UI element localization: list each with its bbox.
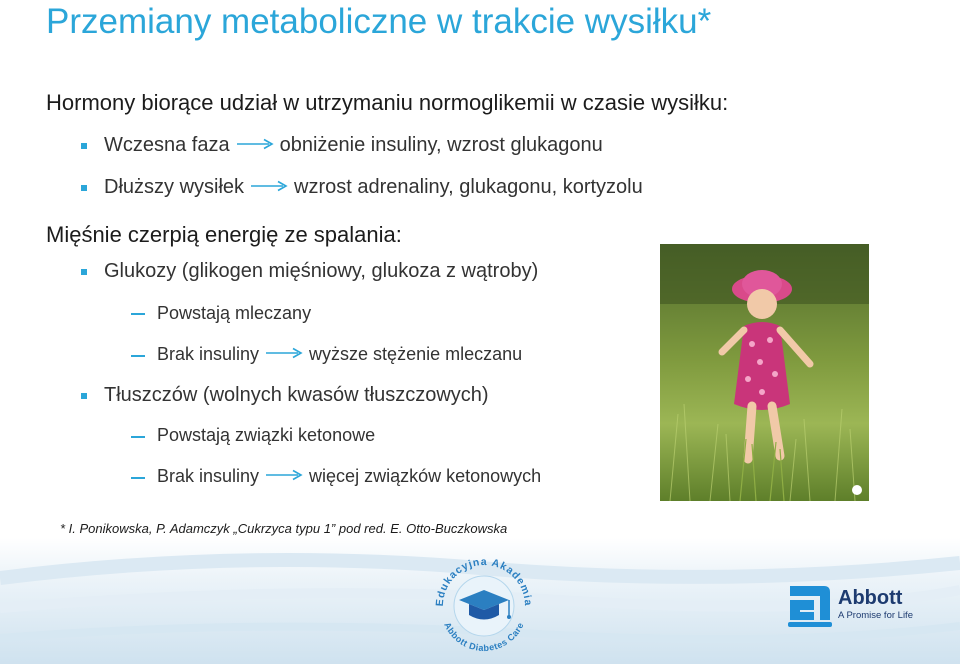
section1-heading: Hormony biorące udział w utrzymaniu normoglikemii w czasie wysiłku: xyxy=(46,90,729,115)
arrow-right-icon xyxy=(250,180,288,192)
early-phase-effect: obniżenie insuliny, wzrost glukagonu xyxy=(279,134,603,156)
dash-bullet-icon xyxy=(131,436,145,438)
no-insulin-label: Brak insuliny xyxy=(157,466,260,486)
child-running-photo xyxy=(660,244,869,501)
seal-bottom-text: Abbott Diabetes Care xyxy=(442,620,526,654)
seal-top-text: Edukacyjna Akademia xyxy=(433,555,535,607)
sub-ketones: Powstają związki ketonowe xyxy=(157,425,376,445)
bullet-fats: Tłuszczów (wolnych kwasów tłuszczowych) xyxy=(104,384,489,406)
bullet-early-phase xyxy=(104,134,603,157)
no-insulin-label: Brak insuliny xyxy=(157,344,260,364)
arrow-right-icon xyxy=(236,138,274,150)
early-phase-label: Wczesna faza xyxy=(104,134,230,156)
bullet-square-icon xyxy=(81,269,87,275)
long-exercise-label: Dłuższy wysiłek xyxy=(104,176,245,198)
dash-bullet-icon xyxy=(131,477,145,479)
sub-no-insulin-ketones xyxy=(157,466,541,487)
abbott-brand-name: Abbott xyxy=(838,587,903,609)
bullet-square-icon xyxy=(81,185,87,191)
abbott-tagline: A Promise for Life xyxy=(838,610,913,621)
sub-lactate: Powstają mleczany xyxy=(157,303,312,323)
abbott-mark-icon xyxy=(788,586,832,627)
section2-heading: Mięśnie czerpią energię ze spalania: xyxy=(46,222,402,247)
bullet-square-icon xyxy=(81,143,87,149)
more-ketones-label: więcej związków ketonowych xyxy=(309,466,542,486)
abbott-logo xyxy=(786,580,926,630)
academy-seal-logo xyxy=(429,542,539,662)
long-exercise-effect: wzrost adrenaliny, glukagonu, kortyzolu xyxy=(294,176,643,198)
sub-no-insulin-lactate xyxy=(157,344,522,365)
dash-bullet-icon xyxy=(131,355,145,357)
bullet-glucose: Glukozy (glikogen mięśniowy, glukoza z wątroby) xyxy=(104,260,539,282)
arrow-right-icon xyxy=(265,469,303,481)
footnote-reference: * I. Ponikowska, P. Adamczyk „Cukrzyca typu 1” pod red. E. Otto-Buczkowska xyxy=(60,521,508,536)
bullet-long-exercise xyxy=(104,176,643,199)
bullet-square-icon xyxy=(81,393,87,399)
dash-bullet-icon xyxy=(131,313,145,315)
slide-title: Przemiany metaboliczne w trakcie wysiłku* xyxy=(46,2,712,41)
arrow-right-icon xyxy=(265,347,303,359)
higher-lactate-label: wyższe stężenie mleczanu xyxy=(309,344,523,364)
